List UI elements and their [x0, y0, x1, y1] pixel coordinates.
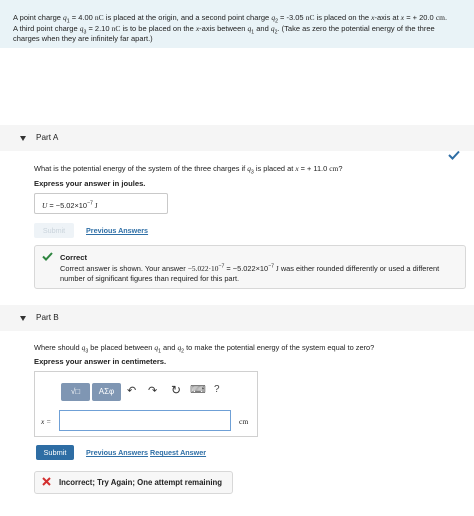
undo-icon[interactable]: ↶: [127, 385, 137, 397]
help-icon[interactable]: ?: [214, 384, 220, 395]
close-icon: [42, 477, 51, 486]
part-b-submit-button[interactable]: Submit: [36, 445, 74, 460]
incorrect-message: Incorrect; Try Again; One attempt remaining: [59, 478, 223, 487]
part-b-instruction: Express your answer in centimeters.: [34, 357, 167, 366]
input-label: x =: [41, 417, 52, 426]
part-b-question: Where should $q_3$ be placed between $q_1$ and $q_2$ to make the potential energy of the system equal to zero?: [34, 343, 375, 355]
part-b-header[interactable]: [0, 305, 474, 331]
answer-input[interactable]: [59, 410, 231, 431]
caret-down-icon[interactable]: [20, 136, 26, 141]
part-a-title: Part A: [36, 133, 59, 142]
part-a-submit-button[interactable]: Submit: [34, 223, 74, 238]
part-a-instruction: Express your answer in joules.: [34, 179, 146, 188]
greek-symbols-icon: ΑΣφ: [98, 387, 115, 396]
part-b-title: Part B: [36, 313, 59, 322]
templates-button[interactable]: [61, 383, 90, 401]
feedback-title: Correct: [60, 253, 88, 262]
checkmark-icon: [448, 150, 460, 160]
problem-statement-text: A point charge $q_1 = 4.00$ nC is placed at the origin, and a second point charge $q_2 = -3.05$ nC is placed on the x-axis at x = + 20.0 cm. A third point charge $q_3 = 2.10$ nC is to be placed on the x-axis between $q_1$ and $q_2$. (Take as zero the potential energy of the three charges when they are infinitely far apart.): [13, 13, 448, 43]
correct-check-icon: [42, 252, 53, 261]
part-a-header[interactable]: [0, 125, 474, 151]
request-answer-link[interactable]: Request Answer: [150, 448, 207, 457]
reset-icon[interactable]: ↻: [171, 383, 182, 397]
part-b-previous-answers-link[interactable]: Previous Answers: [86, 448, 149, 457]
part-a-previous-answers-link[interactable]: Previous Answers: [86, 226, 149, 235]
unit-label: cm: [239, 417, 249, 426]
part-a-answer-box: $U = -5.02\times 10^{-7}$ J: [34, 193, 168, 214]
symbols-button[interactable]: [92, 383, 121, 401]
keyboard-icon[interactable]: ⌨: [190, 384, 206, 396]
redo-icon[interactable]: ↷: [148, 385, 158, 397]
feedback-message: Correct answer is shown. Your answer $-5.022\cdot 10^{-7} = -5.022\times 10^{-7}$ J was either rounded differently or used a different number of significant figures than required for this part.: [60, 263, 440, 283]
part-a-question: What is the potential energy of the system of the three charges if $q_3$ is placed at x = + 11.0 cm?: [34, 164, 343, 176]
templates-icon: √□: [70, 387, 81, 396]
caret-down-icon[interactable]: [20, 316, 26, 321]
